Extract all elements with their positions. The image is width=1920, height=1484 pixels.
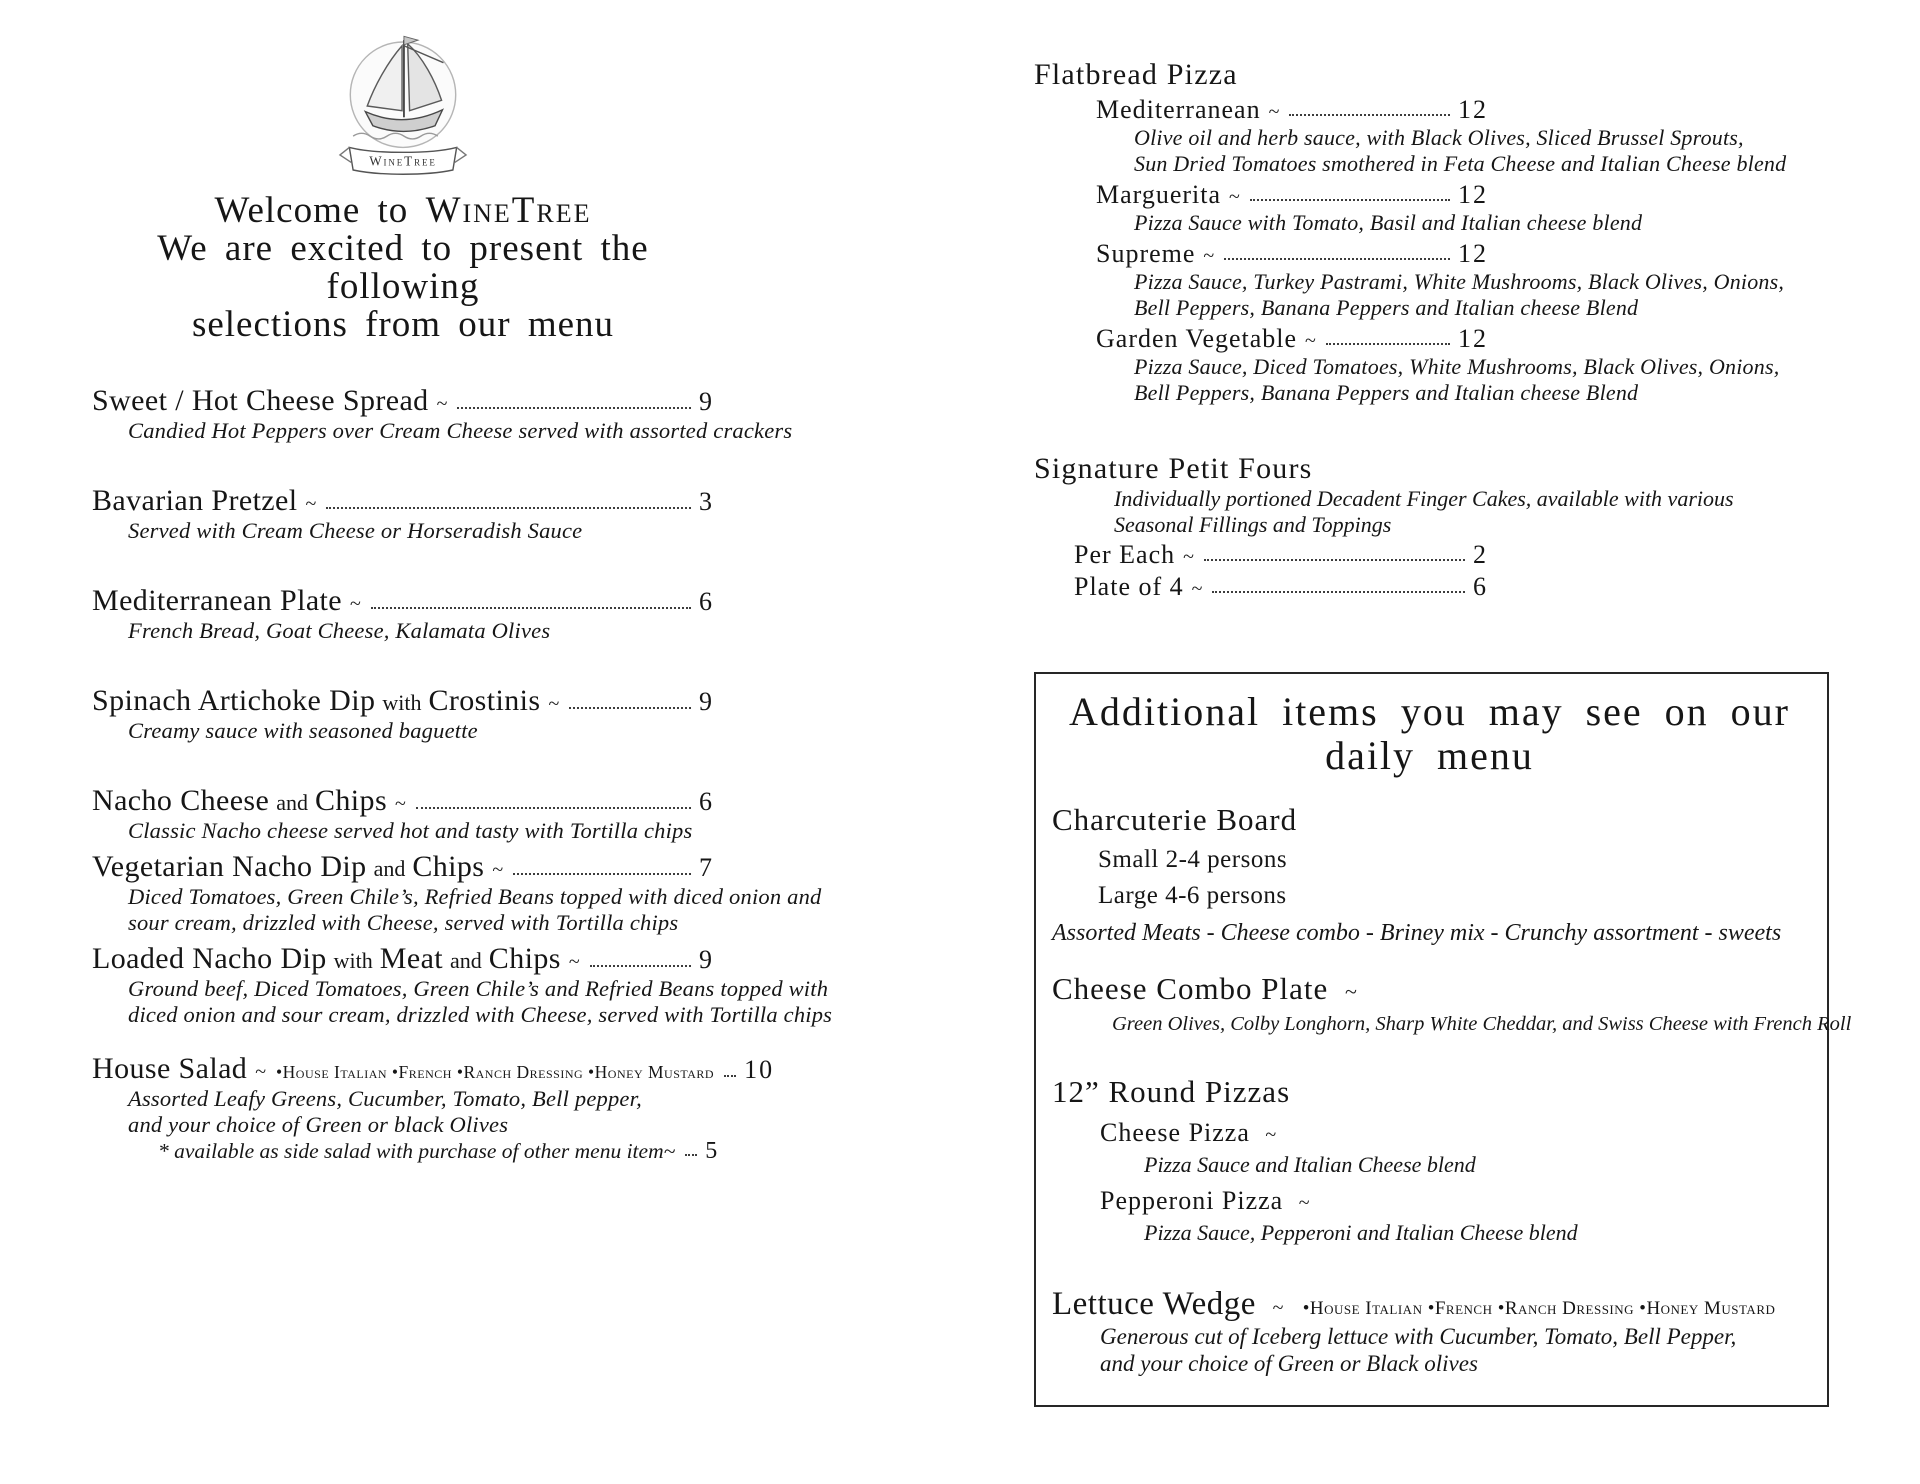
petit-fours-plate-of-4 [1074,572,1488,602]
item-description: Classic Nacho cheese served hot and tasty with Tortilla chips [128,818,693,843]
tilde: ~ [436,393,448,415]
menu-item-house-salad [92,1052,775,1165]
item-description: Served with Cream Cheese or Horseradish Sauce [128,518,583,543]
brand-name: WineTree [425,190,592,231]
menu-item-spinach-artichoke-dip [92,684,714,744]
right-column [1034,58,1852,1484]
menu-item-nacho-cheese-chips [92,784,714,844]
dotted-leader [1224,258,1450,260]
tilde: ~ [1305,330,1316,352]
tilde: ~ [1265,1124,1278,1146]
flatbread-item-mediterranean [1034,95,1834,177]
menu-item-vegetarian-nacho-dip [92,850,822,936]
item-description: Pizza Sauce, Pepperoni and Italian Cheese blend [1144,1220,1578,1245]
tilde: ~ [350,593,361,615]
side-salad-note [158,1138,720,1165]
item-name: Supreme [1096,239,1196,268]
section-lettuce-wedge [1052,1286,1807,1377]
dotted-leader [1326,343,1450,345]
tilde: ~ [395,793,406,815]
dotted-leader [371,607,691,609]
section-heading [1052,1286,1807,1323]
item-name: Sweet / Hot Cheese Spread [92,384,429,417]
flatbread-item-marguerita [1034,180,1834,236]
section-heading: Charcuterie Board [1052,802,1298,837]
section-charcuterie-board [1052,802,1807,947]
item-name: Crostinis [428,684,541,717]
item-name: Mediterranean [1096,95,1261,124]
section-heading: 12” Round Pizzas [1052,1074,1291,1109]
item-description: Bell Peppers, Banana Peppers and Italian cheese Blend [1134,295,1639,320]
tilde: ~ [1203,245,1215,267]
item-description: Pizza Sauce and Italian Cheese blend [1144,1152,1476,1177]
menu-item-mediterranean-plate [92,584,714,644]
item-price: 9 [699,387,714,416]
item-name: Chips [488,942,561,975]
box-title [1052,690,1807,778]
box-title-line1: Additional items you may see on our [1068,689,1790,734]
item-price: 2 [1473,540,1488,569]
item-description: Ground beef, Diced Tomatoes, Green Chile’s and Refried Beans topped with [128,976,829,1001]
item-name: Cheese Pizza [1100,1118,1250,1147]
dressing-options: •House Italian •French •Ranch Dressing •Honey Mustard [1302,1298,1776,1319]
item-name-joiner: and [450,948,482,973]
tilde: ~ [1183,546,1194,568]
section-cheese-combo-plate [1052,971,1852,1036]
item-price: 6 [699,587,714,616]
item-name-joiner: and [276,790,308,815]
item-description: Diced Tomatoes, Green Chile’s, Refried Beans topped with diced onion and [128,884,822,909]
item-description: Assorted Leafy Greens, Cucumber, Tomato, Bell pepper, [128,1086,642,1111]
flatbread-item-supreme [1034,239,1834,321]
item-description: Green Olives, Colby Longhorn, Sharp White Cheddar, and Swiss Cheese with French Roll [1112,1013,1852,1035]
dotted-leader [1250,199,1450,201]
item-name: Plate of 4 [1074,572,1184,601]
item-description: sour cream, drizzled with Cheese, served with Tortilla chips [128,910,679,935]
dotted-leader [685,1154,697,1156]
menu-item-sweet-hot-cheese-spread [92,384,793,444]
flatbread-item-garden-vegetable [1034,324,1834,406]
tilde: ~ [1345,979,1358,1004]
item-name: Chips [315,784,388,817]
dotted-leader [724,1075,736,1077]
petit-fours-per-each [1074,540,1488,570]
item-name-joiner: and [373,856,406,881]
item-price: 6 [1473,572,1488,601]
item-name: Mediterranean Plate [92,584,342,617]
item-name: Lettuce Wedge [1052,1286,1256,1322]
logo-container [92,30,714,182]
item-price: 7 [699,853,714,882]
section-heading-petit-fours: Signature Petit Fours [1034,452,1313,485]
tilde: ~ [255,1061,267,1083]
charcuterie-size-large: Large 4-6 persons [1098,882,1287,909]
note-price: 5 [705,1138,720,1164]
item-description: and your choice of Green or Black olives [1100,1351,1478,1376]
item-name: Nacho Cheese [92,784,270,817]
item-description: diced onion and sour cream, drizzled with Cheese, served with Tortilla chips [128,1002,833,1027]
dotted-leader [1212,591,1465,593]
welcome-line2: We are excited to present the following [157,228,649,307]
section-heading-flatbread-pizza: Flatbread Pizza [1034,58,1238,91]
item-price: 12 [1458,180,1488,209]
ship-logo-illustration [323,30,483,182]
item-name: Marguerita [1096,180,1222,209]
item-price: 12 [1458,324,1488,353]
item-price: 6 [699,787,714,816]
round-pizza-cheese [1100,1118,1807,1148]
item-name: House Salad [92,1052,248,1085]
item-name: Pepperoni Pizza [1100,1186,1284,1215]
item-name: Chips [412,850,485,883]
welcome-heading [92,192,714,344]
item-name: Cheese Combo Plate [1052,971,1329,1006]
item-price: 3 [699,487,714,516]
dotted-leader [326,507,691,509]
item-name: Bavarian Pretzel [92,484,298,517]
item-price: 9 [699,945,714,974]
tilde: ~ [1272,1297,1284,1319]
section-heading [1052,971,1807,1007]
dotted-leader [569,707,691,709]
item-name: Vegetarian Nacho Dip [92,850,367,883]
item-name: Meat [379,942,444,975]
item-description: Olive oil and herb sauce, with Black Olives, Sliced Brussel Sprouts, [1134,125,1744,150]
item-name: Garden Vegetable [1096,324,1298,353]
item-price: 10 [744,1055,775,1084]
item-description: Sun Dried Tomatoes smothered in Feta Cheese and Italian Cheese blend [1134,151,1787,176]
dotted-leader [590,965,691,967]
dotted-leader [513,873,691,875]
charcuterie-size-small: Small 2-4 persons [1098,846,1288,873]
item-description: Creamy sauce with seasoned baguette [128,718,478,743]
tilde: ~ [1229,186,1240,208]
item-description: Pizza Sauce, Diced Tomatoes, White Mushrooms, Black Olives, Onions, [1134,354,1780,379]
dotted-leader [416,807,691,809]
welcome-line3: selections from our menu [191,304,615,345]
item-name: Spinach Artichoke Dip [92,684,376,717]
section-description: Individually portioned Decadent Finger Cakes, available with various [1114,486,1734,511]
item-description: Pizza Sauce, Turkey Pastrami, White Mushrooms, Black Olives, Onions, [1134,269,1785,294]
round-pizza-pepperoni [1100,1186,1807,1216]
item-description: and your choice of Green or black Olives [128,1112,509,1137]
left-column [92,30,833,1484]
tilde: ~ [1268,101,1280,123]
item-description: Bell Peppers, Banana Peppers and Italian cheese Blend [1134,380,1639,405]
item-price: 12 [1458,239,1488,268]
section-description: Seasonal Fillings and Toppings [1114,512,1392,537]
item-description: Generous cut of Iceberg lettuce with Cucumber, Tomato, Bell Pepper, [1100,1324,1737,1349]
tilde: ~ [568,951,580,973]
item-description: Pizza Sauce with Tomato, Basil and Italian cheese blend [1134,210,1643,235]
welcome-prefix: Welcome to [214,190,409,231]
dotted-leader [457,407,691,409]
note-text: * available as side salad with purchase of other menu item~ [158,1139,676,1163]
item-name: Loaded Nacho Dip [92,942,327,975]
charcuterie-contents: Assorted Meats - Cheese combo - Briney mix - Crunchy assortment - sweets [1052,920,1782,946]
tilde: ~ [1298,1192,1311,1214]
menu-item-loaded-nacho-dip [92,942,833,1028]
tilde: ~ [548,693,560,715]
item-description: Candied Hot Peppers over Cream Cheese served with assorted crackers [128,418,793,443]
item-name: Per Each [1074,540,1176,569]
item-name-joiner: with [333,948,373,973]
tilde: ~ [492,859,504,881]
dressing-options: •House Italian •French •Ranch Dressing •Honey Mustard [276,1062,715,1082]
section-signature-petit-fours [1034,452,1834,602]
dotted-leader [1204,559,1465,561]
tilde: ~ [1191,578,1203,600]
section-round-pizzas [1052,1074,1807,1246]
additional-items-box [1034,672,1852,1407]
item-description: French Bread, Goat Cheese, Kalamata Olives [128,618,551,643]
menu-item-bavarian-pretzel [92,484,714,544]
logo-banner-text: WineTree [369,153,437,169]
dotted-leader [1289,114,1450,116]
item-name-joiner: with [382,690,422,715]
item-price: 12 [1458,95,1488,124]
tilde: ~ [305,493,317,515]
item-price: 9 [699,687,714,716]
box-title-line2: daily menu [1325,733,1534,778]
